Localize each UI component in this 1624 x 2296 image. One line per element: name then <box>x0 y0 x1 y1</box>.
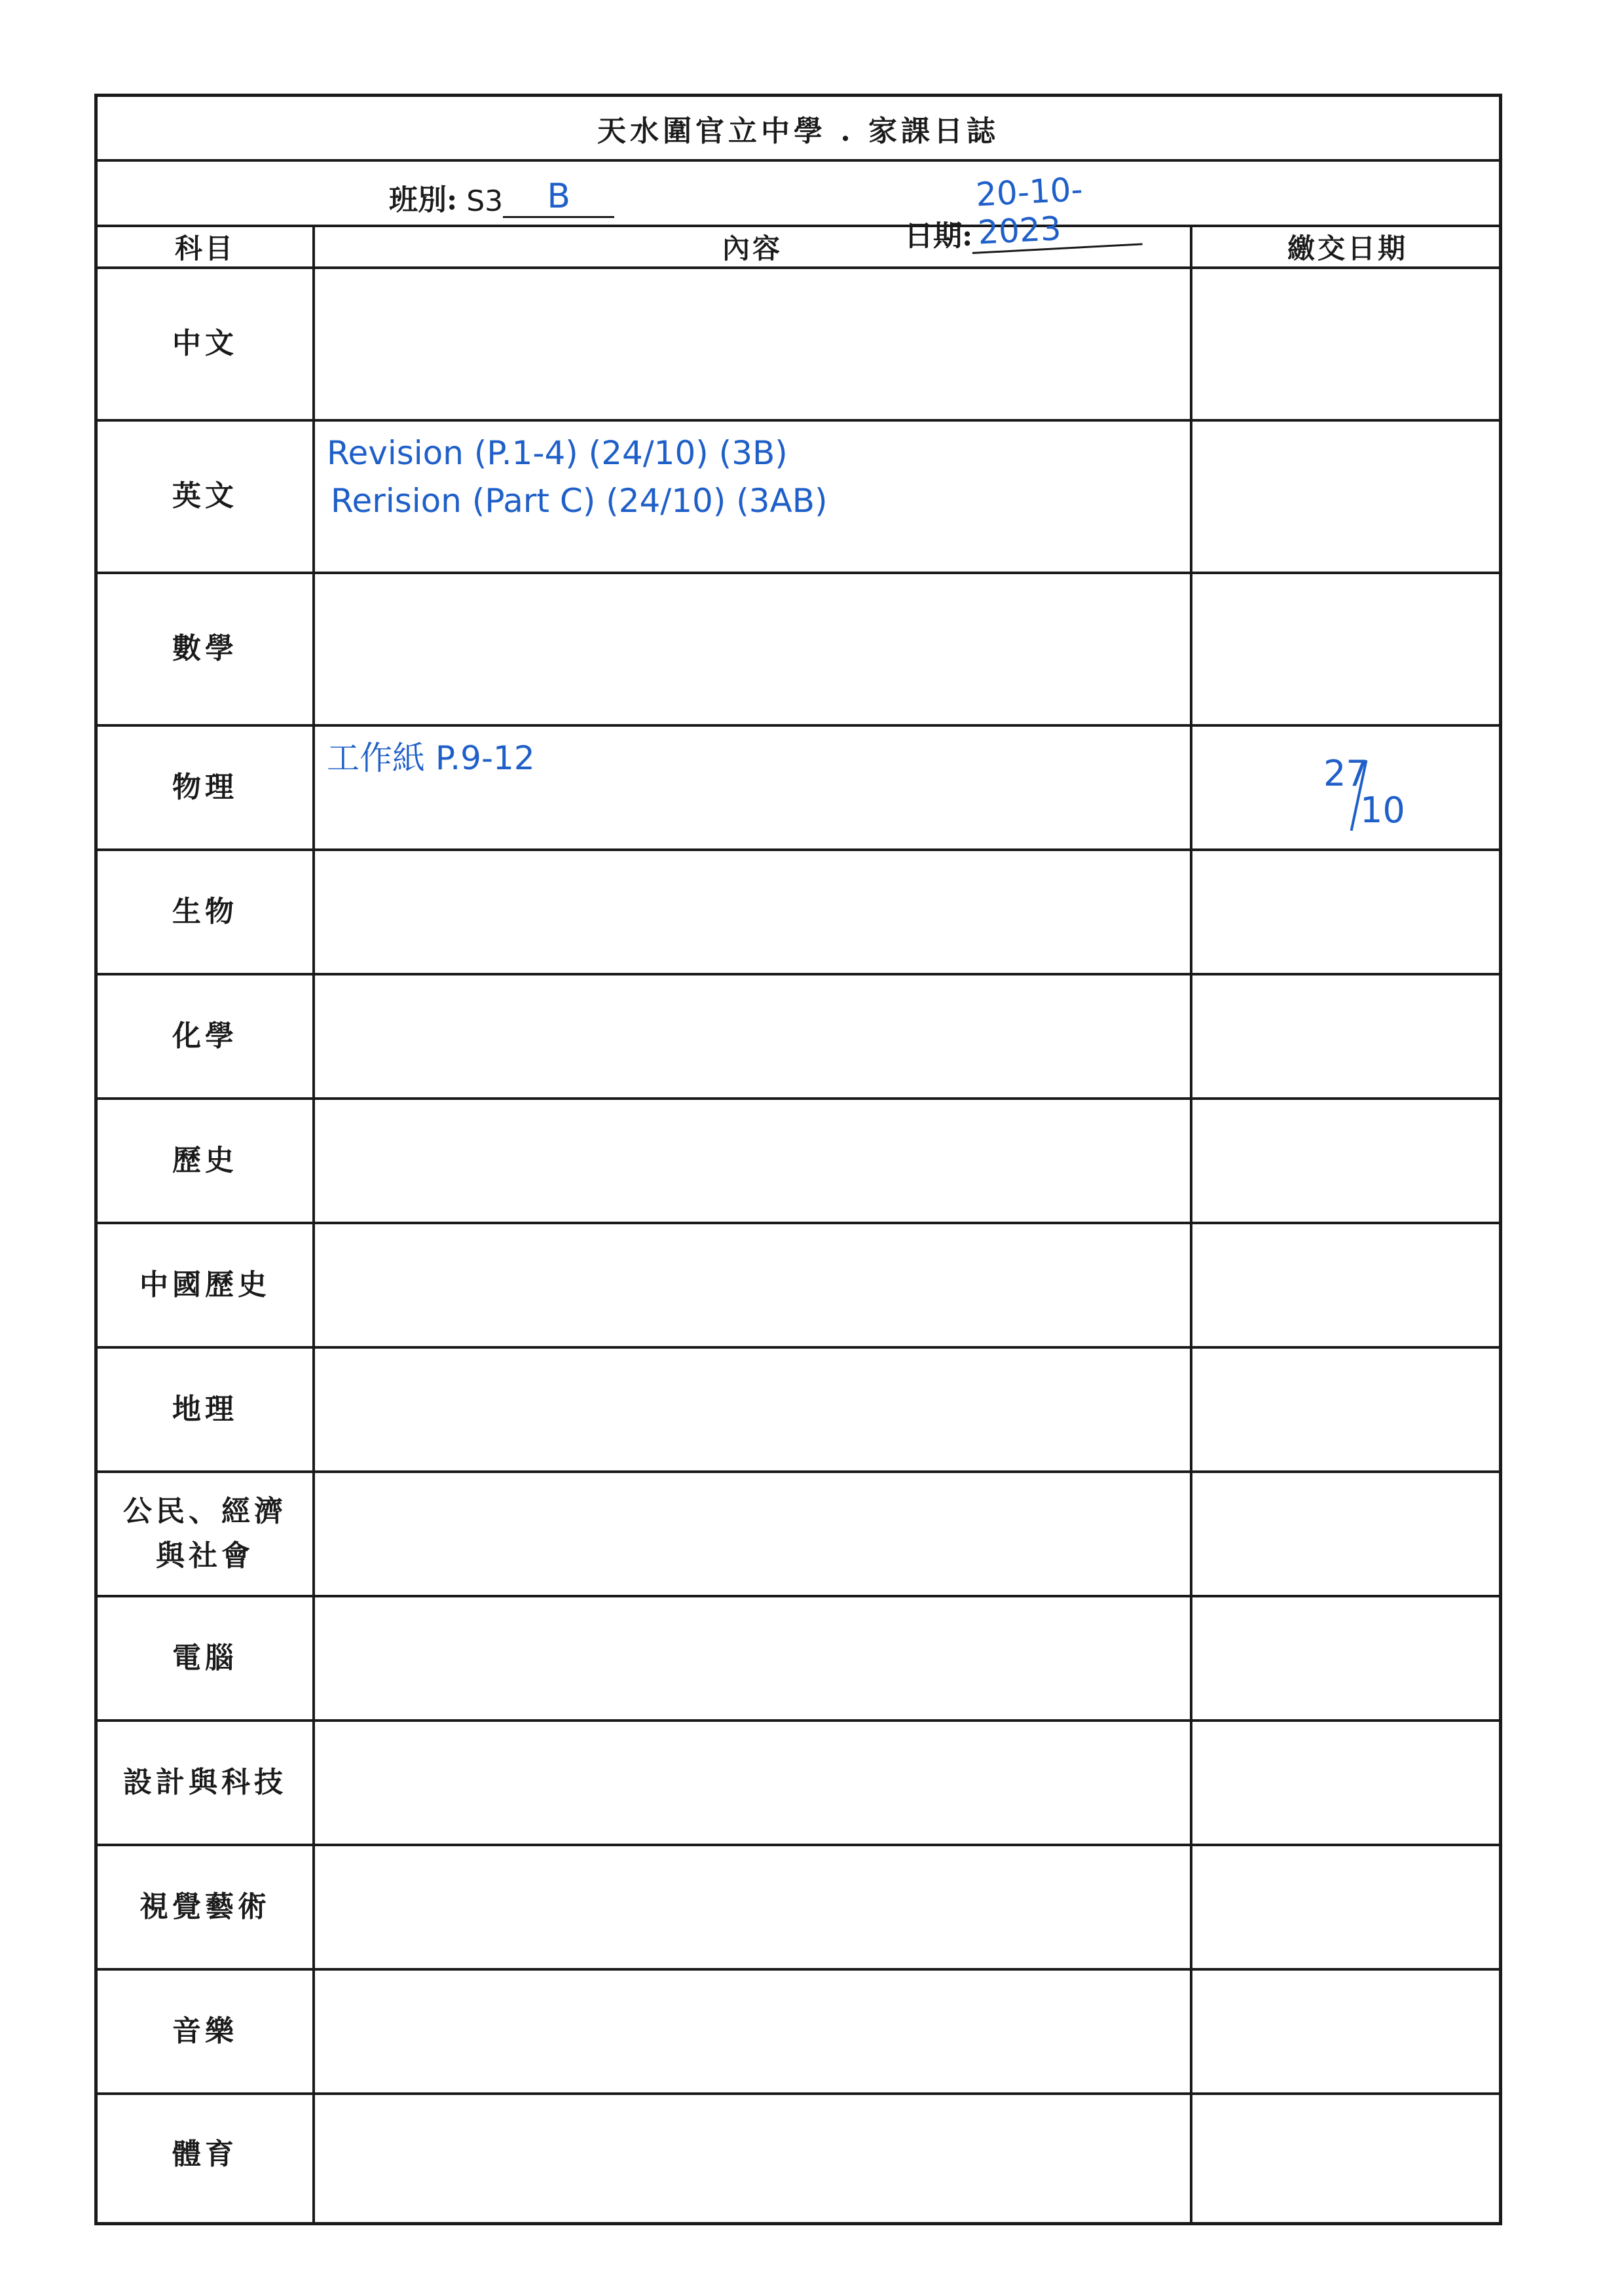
due-date-cell <box>1192 1224 1503 1346</box>
subject-row <box>98 422 1499 574</box>
subject-row <box>98 1597 1499 1722</box>
due-date-cell <box>1192 727 1503 848</box>
class-prefix: S3 <box>466 185 504 218</box>
homework-line: 工作紙 P.9-12 <box>327 739 535 777</box>
subject-name: 體育 <box>172 2137 238 2171</box>
subject-name: 音樂 <box>172 2014 238 2048</box>
subject-name: 設計與科技 <box>123 1765 287 1799</box>
due-date-cell <box>1192 1597 1503 1719</box>
due-date-cell <box>1192 1846 1503 1968</box>
class-field <box>389 176 614 218</box>
subject-name: 化學 <box>172 1019 238 1053</box>
due-date-cell <box>1192 269 1503 419</box>
subject-name: 視覺藝術 <box>139 1889 270 1923</box>
homework-content <box>327 429 1178 524</box>
subject-row <box>98 1349 1499 1473</box>
subject-name: 電腦 <box>172 1641 238 1675</box>
column-header-row <box>98 227 1499 269</box>
subject-row <box>98 269 1499 422</box>
due-date-cell <box>1192 975 1503 1097</box>
column-header-due: 繳交日期 <box>1287 232 1408 264</box>
subject-name: 生物 <box>172 894 238 928</box>
subject-name: 數學 <box>172 632 238 666</box>
due-date-cell <box>1192 1971 1503 2092</box>
subject-row <box>98 1846 1499 1971</box>
date-label: 日期: <box>904 219 973 253</box>
subject-row <box>98 1100 1499 1224</box>
subject-name: 公民、經濟 與社會 <box>123 1494 287 1573</box>
column-header-content: 內容 <box>722 232 783 264</box>
subject-name: 中文 <box>172 327 238 361</box>
subject-name: 物理 <box>172 770 238 804</box>
subject-row <box>98 851 1499 975</box>
homework-content <box>327 735 1178 782</box>
due-date-cell <box>1192 1473 1503 1595</box>
subject-name: 英文 <box>172 479 238 513</box>
class-value: B <box>503 177 614 218</box>
due-date-cell <box>1192 1349 1503 1470</box>
subject-row <box>98 975 1499 1100</box>
class-label: 班別: <box>389 183 458 217</box>
due-date-cell <box>1192 422 1503 572</box>
subject-row <box>98 2095 1499 2214</box>
date-value: 20-10-2023 <box>969 168 1143 254</box>
subject-rows <box>98 269 1499 2222</box>
due-date-cell <box>1192 574 1503 724</box>
subject-row <box>98 1971 1499 2095</box>
subject-row <box>98 1224 1499 1349</box>
due-day: 27 <box>1323 753 1369 794</box>
column-header-subject: 科目 <box>174 232 235 264</box>
subject-name: 歷史 <box>172 1143 238 1177</box>
due-date-cell <box>1192 2095 1503 2214</box>
subject-row <box>98 1722 1499 1846</box>
homework-line: Rerision (Part C) (24/10) (3AB) <box>331 481 828 520</box>
subject-row <box>98 1473 1499 1597</box>
subject-row <box>98 727 1499 851</box>
due-date-handwritten <box>1323 753 1415 831</box>
subject-name: 地理 <box>172 1392 238 1426</box>
homework-line: Revision (P.1-4) (24/10) (3B) <box>327 434 788 472</box>
due-date-cell <box>1192 1100 1503 1222</box>
due-date-cell <box>1192 851 1503 973</box>
due-month: 10 <box>1360 790 1405 831</box>
subject-name: 中國歷史 <box>139 1267 270 1302</box>
due-date-cell <box>1192 1722 1503 1844</box>
subject-row <box>98 574 1499 727</box>
document-title: 天水圍官立中學 . 家課日誌 <box>98 97 1499 162</box>
homework-diary-table <box>94 94 1502 2225</box>
